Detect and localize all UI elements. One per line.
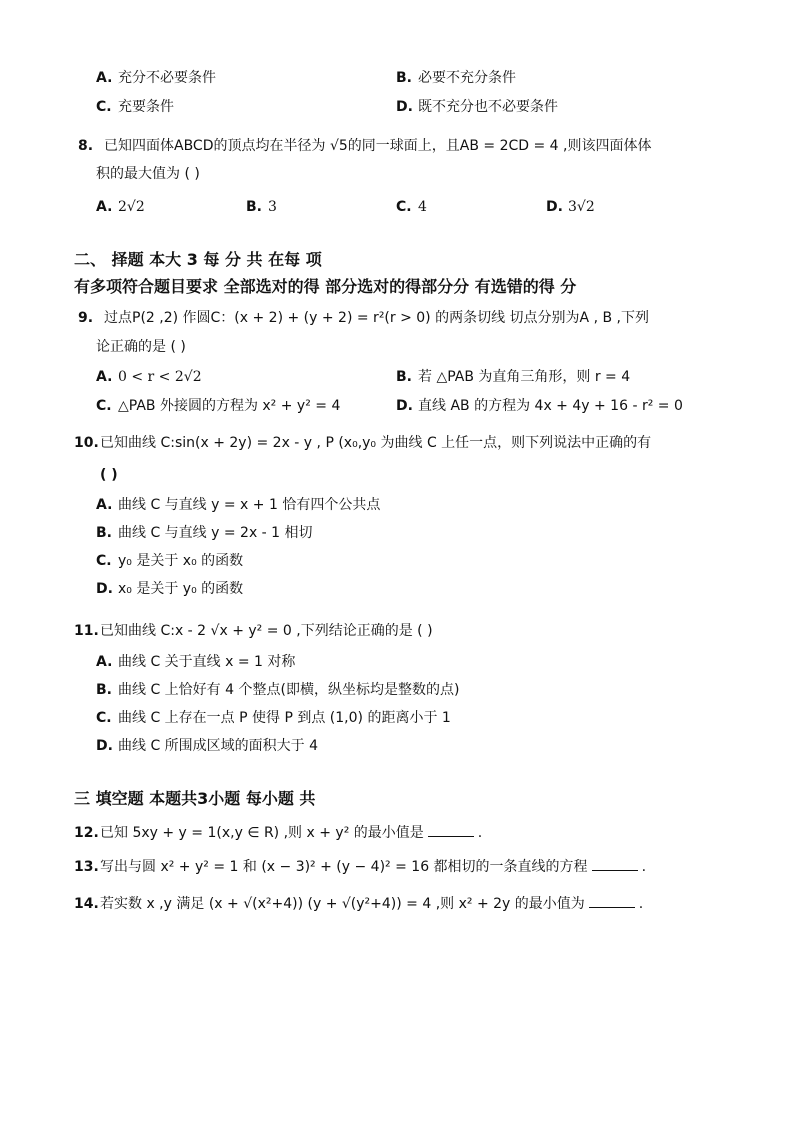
option-text: 2√2 [118, 199, 145, 215]
option-label: A. [96, 70, 113, 86]
option-text: 曲线 C 与直线 y = x + 1 恰有四个公共点 [118, 497, 381, 513]
question-text: 若实数 x ,y 满足 (x + √(x²+4)) (y + √(y²+4)) = 4 ,则 x² + 2y 的最小值为 [100, 896, 585, 912]
q10-stem-line2 [100, 465, 118, 485]
section3-heading: 三 填空题 本题共3小题 每小题 共 [74, 789, 316, 808]
option-text: 3 [268, 199, 277, 215]
option-label: C. [96, 553, 112, 569]
question-number: 9. [78, 310, 94, 326]
q8-option-d [546, 197, 595, 217]
section2-heading-line2: 有多项符合题目要求 全部选对的得 部分选对的得部分分 有选错的得 分 [74, 277, 577, 296]
option-label: C. [96, 398, 112, 414]
q13-stem [74, 856, 646, 877]
question-number: 11. [74, 623, 99, 639]
option-text: △PAB 外接圆的方程为 x² + y² = 4 [118, 398, 341, 414]
option-text: 曲线 C 上存在一点 P 使得 P 到点 (1,0) 的距离小于 1 [118, 710, 451, 726]
q11-option-d [96, 736, 318, 756]
q10-stem-line1 [74, 433, 651, 453]
answer-bracket: ( ) [100, 467, 118, 483]
option-text: 若 △PAB 为直角三角形，则 r = 4 [418, 369, 631, 385]
q10-option-c [96, 551, 243, 571]
question-text: 论正确的是 ( ) [96, 339, 186, 355]
q10-option-a [96, 495, 380, 515]
q7-option-c [96, 97, 174, 117]
option-label: D. [396, 398, 413, 414]
question-number: 10. [74, 435, 99, 451]
q12-stem [74, 822, 482, 843]
period: . [641, 859, 647, 875]
question-text: 已知曲线 C:sin(x + 2y) = 2x - y , P (x₀,y₀ 为曲线 C 上任一点，则下列说法中正确的有 [100, 435, 652, 451]
option-label: B. [96, 525, 112, 541]
option-label: D. [96, 581, 113, 597]
option-label: B. [246, 199, 262, 215]
option-label: A. [96, 369, 113, 385]
q11-option-b [96, 680, 459, 700]
option-label: B. [396, 369, 412, 385]
option-text: 4 [418, 199, 427, 215]
q14-stem [74, 893, 643, 914]
q8-option-c [396, 197, 427, 217]
q9-option-c [96, 396, 340, 416]
q11-stem [74, 621, 433, 641]
question-text: 已知四面体ABCD的顶点均在半径为 √5的同一球面上，且AB = 2CD = 4 ,则该四面体体 [104, 138, 652, 154]
question-number: 8. [78, 138, 94, 154]
option-label: A. [96, 654, 113, 670]
section2-heading-line1: 二、 择题 本大 3 每 分 共 在每 项 [74, 250, 322, 269]
option-label: A. [96, 199, 113, 215]
question-text: 写出与圆 x² + y² = 1 和 (x − 3)² + (y − 4)² = 16 都相切的一条直线的方程 [100, 859, 588, 875]
option-label: D. [96, 738, 113, 754]
q9-option-d [396, 396, 683, 416]
question-text: 过点P(2 ,2) 作圆C：(x + 2) + (y + 2) = r²(r > 0) 的两条切线 切点分别为A , B ,下列 [104, 310, 649, 326]
question-number: 12. [74, 825, 99, 841]
q8-option-b [246, 197, 277, 217]
option-text: x₀ 是关于 y₀ 的函数 [118, 581, 244, 597]
option-text: 充要条件 [118, 99, 174, 115]
question-number: 14. [74, 896, 99, 912]
q10-option-d [96, 579, 243, 599]
q11-option-c [96, 708, 451, 728]
option-text: 曲线 C 所围成区域的面积大于 4 [118, 738, 319, 754]
period: . [638, 896, 644, 912]
option-text: 既不充分也不必要条件 [418, 99, 558, 115]
option-text: 充分不必要条件 [118, 70, 216, 86]
answer-blank[interactable] [428, 822, 474, 837]
option-text: 必要不充分条件 [418, 70, 516, 86]
q11-option-a [96, 652, 295, 672]
option-label: A. [96, 497, 113, 513]
q9-option-b [396, 367, 630, 387]
option-text: 直线 AB 的方程为 4x + 4y + 16 - r² = 0 [418, 398, 683, 414]
option-text: 曲线 C 关于直线 x = 1 对称 [118, 654, 296, 670]
q10-option-b [96, 523, 313, 543]
question-number: 13. [74, 859, 99, 875]
option-text: y₀ 是关于 x₀ 的函数 [118, 553, 244, 569]
q7-option-a [96, 68, 216, 88]
q9-stem-line1 [78, 308, 649, 328]
option-label: D. [396, 99, 413, 115]
question-text: 已知 5xy + y = 1(x,y ∈ R) ,则 x + y² 的最小值是 [100, 825, 424, 841]
q8-stem-line2 [96, 164, 200, 184]
question-text: 积的最大值为 ( ) [96, 166, 200, 182]
answer-blank[interactable] [592, 856, 638, 871]
q8-stem-line1 [78, 136, 651, 156]
answer-blank[interactable] [589, 893, 635, 908]
q7-option-d [396, 97, 558, 117]
option-text: 曲线 C 与直线 y = 2x - 1 相切 [118, 525, 313, 541]
q9-option-a [96, 367, 202, 387]
q8-option-a [96, 197, 145, 217]
option-label: C. [96, 710, 112, 726]
q7-option-b [396, 68, 516, 88]
option-text: 0 < r < 2√2 [118, 369, 202, 385]
option-text: 3√2 [568, 199, 595, 215]
option-label: C. [96, 99, 112, 115]
option-label: B. [396, 70, 412, 86]
option-label: D. [546, 199, 563, 215]
q9-stem-line2 [96, 337, 186, 357]
period: . [477, 825, 483, 841]
question-text: 已知曲线 C:x - 2 √x + y² = 0 ,下列结论正确的是 ( ) [100, 623, 433, 639]
option-label: C. [396, 199, 412, 215]
option-text: 曲线 C 上恰好有 4 个整点(即横，纵坐标均是整数的点) [118, 682, 460, 698]
option-label: B. [96, 682, 112, 698]
